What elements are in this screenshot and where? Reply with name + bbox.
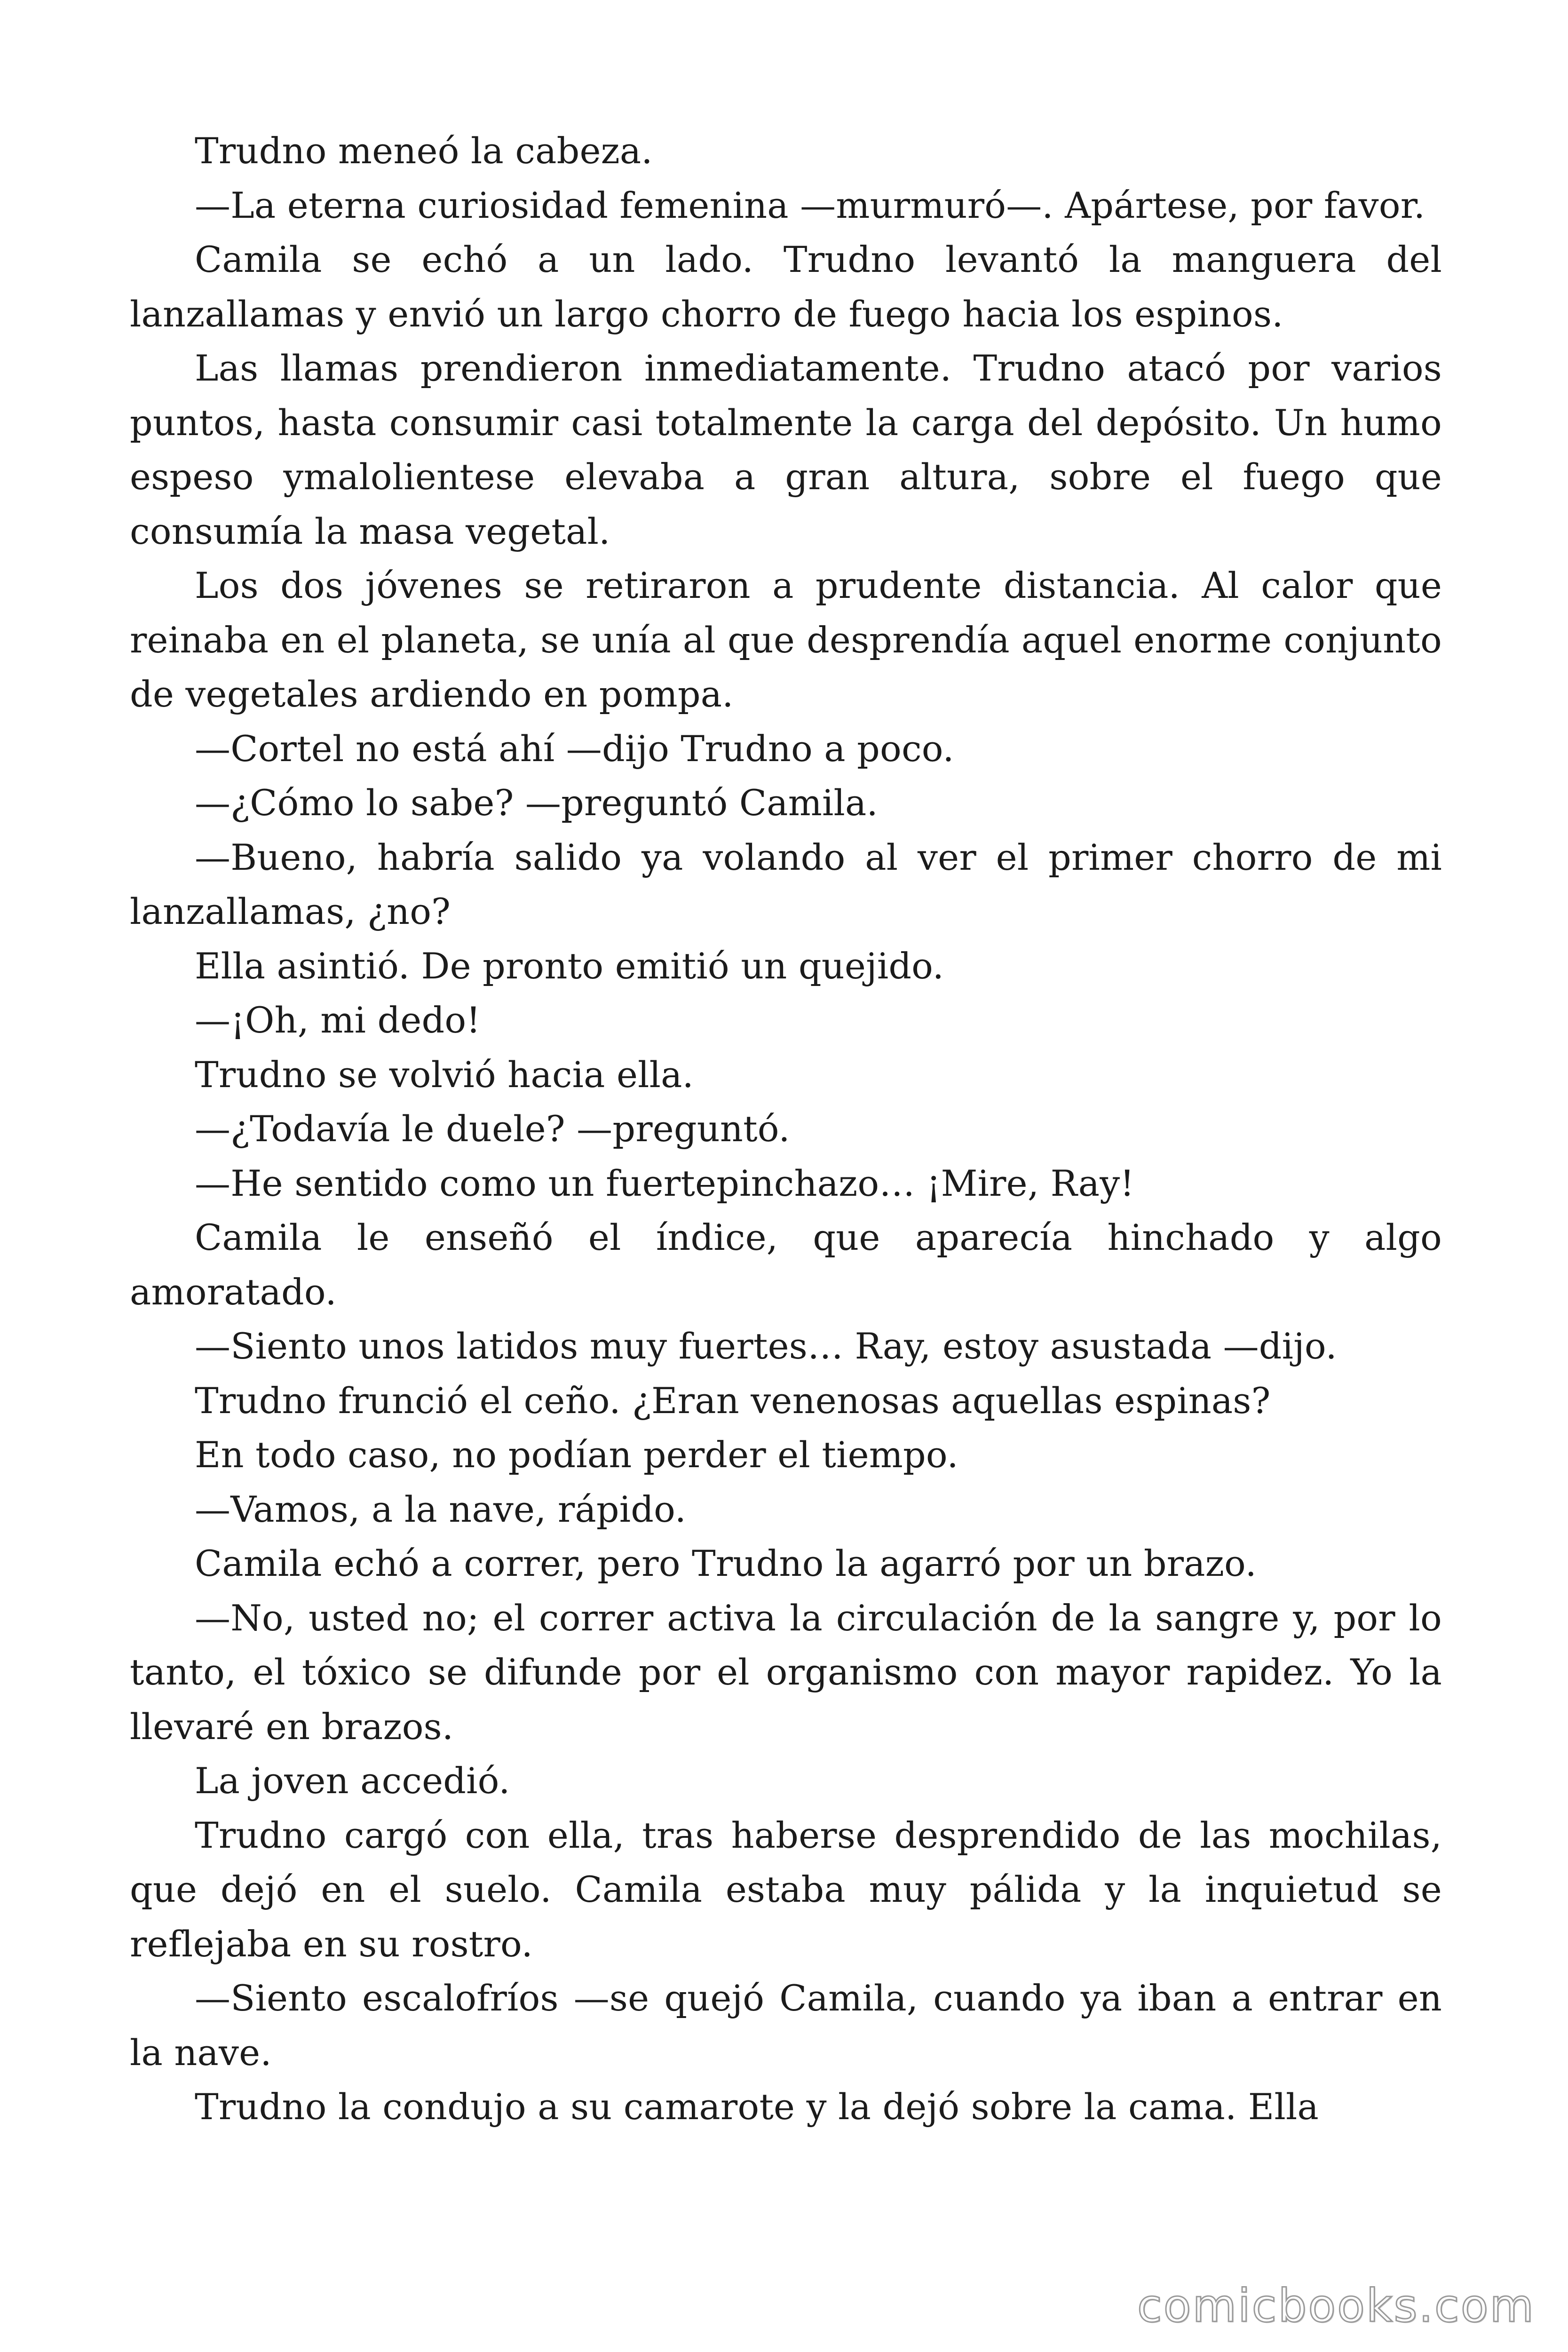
paragraph: Camila le enseñó el índice, que aparecía hinchado y algo amoratado. xyxy=(130,1216,1442,1313)
paragraph: En todo caso, no podían perder el tiempo. xyxy=(195,1434,958,1476)
body-text xyxy=(130,124,1442,2134)
paragraph: Trudno frunció el ceño. ¿Eran venenosas aquellas espinas? xyxy=(195,1379,1271,1422)
paragraph: Camila echó a correr, pero Trudno la agarró por un brazo. xyxy=(195,1542,1257,1584)
paragraph: —La eterna curiosidad femenina —murmuró—. Apártese, por favor. xyxy=(195,184,1425,226)
paragraph: Trudno cargó con ella, tras haberse desprendido de las mochilas, que dejó en el suelo. Camila estaba muy pálida y la inquietud se reflejaba en su rostro. xyxy=(130,1814,1442,1965)
watermark: comicbooks.com xyxy=(1137,2280,1535,2332)
paragraph: —¿Todavía le duele? —preguntó. xyxy=(195,1108,790,1150)
paragraph: —Siento unos latidos muy fuertes… Ray, estoy asustada —dijo. xyxy=(195,1325,1337,1367)
paragraph: —Cortel no está ahí —dijo Trudno a poco. xyxy=(195,727,954,770)
paragraph: Ella asintió. De pronto emitió un quejido. xyxy=(195,945,944,987)
paragraph: Trudno se volvió hacia ella. xyxy=(195,1053,694,1096)
paragraph: Camila se echó a un lado. Trudno levantó la manguera del lanzallamas y envió un largo chorro de fuego hacia los espinos. xyxy=(130,238,1442,335)
paragraph: Trudno meneó la cabeza. xyxy=(195,130,653,172)
paragraph: —He sentido como un fuertepinchazo… ¡Mire, Ray! xyxy=(195,1162,1135,1204)
paragraph: La joven accedió. xyxy=(195,1760,510,1802)
paragraph: Trudno la condujo a su camarote y la dejó sobre la cama. Ella xyxy=(195,2086,1319,2128)
paragraph: —¡Oh, mi dedo! xyxy=(195,999,481,1041)
paragraph: —No, usted no; el correr activa la circulación de la sangre y, por lo tanto, el tóxico se difunde por el organismo con mayor rapidez. Yo la llevaré en brazos. xyxy=(130,1597,1442,1748)
paragraph: —Siento escalofríos —se quejó Camila, cuando ya iban a entrar en la nave. xyxy=(130,1977,1442,2074)
paragraph: Las llamas prendieron inmediatamente. Trudno atacó por varios puntos, hasta consumir casi totalmente la carga del depósito. Un humo espeso ymalolientese elevaba a gran altura, sobre el fuego que consumía la masa vegetal. xyxy=(130,347,1442,552)
paragraph: —¿Cómo lo sabe? —preguntó Camila. xyxy=(195,782,878,824)
paragraph: Los dos jóvenes se retiraron a prudente distancia. Al calor que reinaba en el planeta, se unía al que desprendía aquel enorme conjunto de vegetales ardiendo en pompa. xyxy=(130,564,1442,715)
paragraph: —Bueno, habría salido ya volando al ver el primer chorro de mi lanzallamas, ¿no? xyxy=(130,836,1442,932)
paragraph: —Vamos, a la nave, rápido. xyxy=(195,1488,687,1530)
